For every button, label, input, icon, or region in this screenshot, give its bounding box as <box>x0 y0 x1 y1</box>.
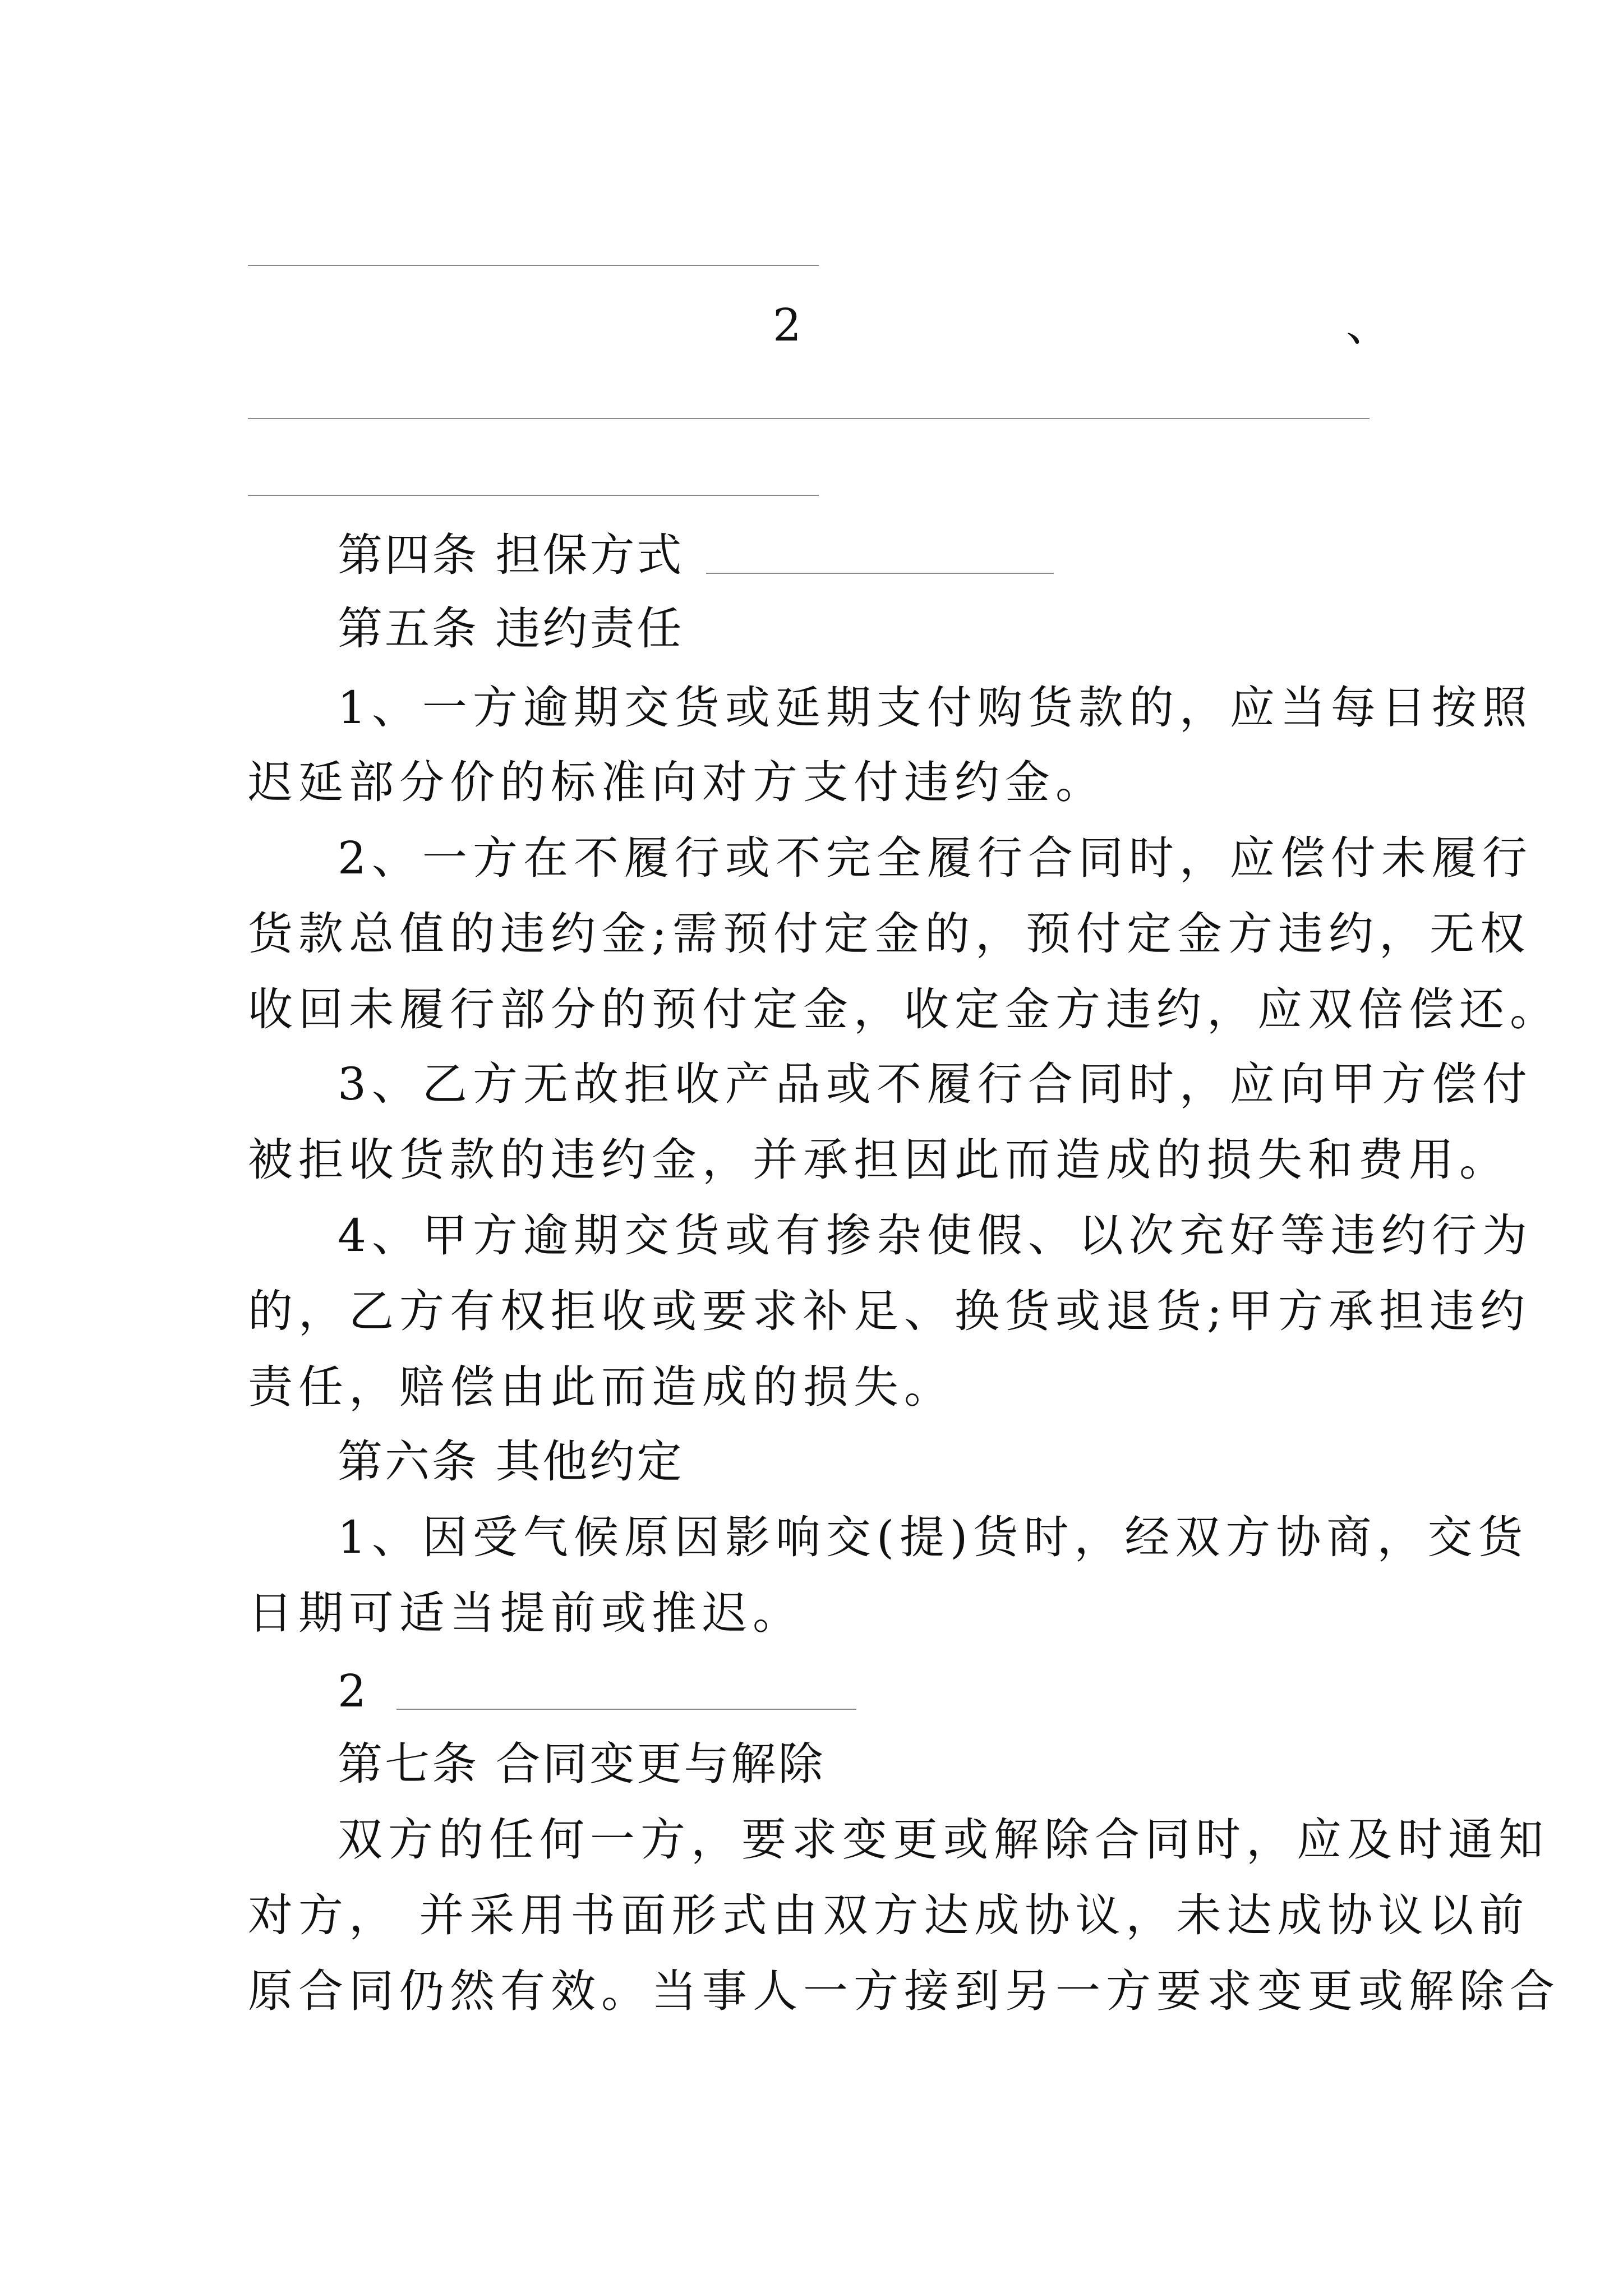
a5-item4-line1: 4、甲方逾期交货或有掺杂使假、以次充好等违约行为 <box>338 1209 1533 1262</box>
blank-line-2 <box>248 418 1370 419</box>
blank-line-3 <box>248 495 819 496</box>
a6-item2-number: 2 <box>338 1665 368 1717</box>
a5-item1-line2: 迟延部分价的标准向对方支付违约金。 <box>248 756 1106 808</box>
a5-item3-line2: 被拒收货款的违约金，并承担因此而造成的损失和费用。 <box>248 1134 1510 1186</box>
a5-item4-line2: 的，乙方有权拒收或要求补足、换货或退货;甲方承担违约 <box>248 1285 1530 1337</box>
blank-line-1 <box>248 265 819 266</box>
enumeration-comma: 、 <box>1346 299 1391 351</box>
a5-item3-line1: 3、乙方无故拒收产品或不履行合同时，应向甲方偿付 <box>338 1058 1533 1110</box>
a7-line2: 对方， 并采用书面形式由双方达成协议，未达成协议以前 <box>248 1889 1530 1941</box>
article-5-heading: 第五条 违约责任 <box>338 602 684 655</box>
a5-item2-line1: 2、一方在不履行或不完全履行合同时，应偿付未履行 <box>338 832 1533 884</box>
article-7-heading: 第七条 合同变更与解除 <box>338 1738 826 1790</box>
article-6-heading: 第六条 其他约定 <box>338 1435 684 1488</box>
a6-item1-line2: 日期可适当提前或推迟。 <box>248 1587 803 1639</box>
a7-line3: 原合同仍然有效。当事人一方接到另一方要求变更或解除合 <box>248 1965 1560 2017</box>
guarantee-method-blank <box>706 533 1054 574</box>
a7-line1: 双方的任何一方，要求变更或解除合同时，应及时通知 <box>338 1814 1549 1866</box>
other-agreement-blank <box>396 1669 856 1710</box>
article-4-heading-text: 第四条 担保方式 <box>338 529 684 581</box>
a6-item1-line1: 1、因受气候原因影响交(提)货时，经双方协商，交货 <box>338 1511 1529 1563</box>
article-4-heading <box>338 529 1054 581</box>
item-number-2: 2 <box>773 299 801 351</box>
a5-item1-line1: 1、一方逾期交货或延期支付购货款的，应当每日按照 <box>338 682 1533 734</box>
a5-item4-line3: 责任，赔偿由此而造成的损失。 <box>248 1361 955 1413</box>
a5-item2-line2: 货款总值的违约金;需预付定金的，预付定金方违约，无权 <box>248 908 1530 960</box>
a5-item2-line3: 收回未履行部分的预付定金，收定金方违约，应双倍偿还。 <box>248 983 1560 1036</box>
a6-item2 <box>338 1665 856 1717</box>
